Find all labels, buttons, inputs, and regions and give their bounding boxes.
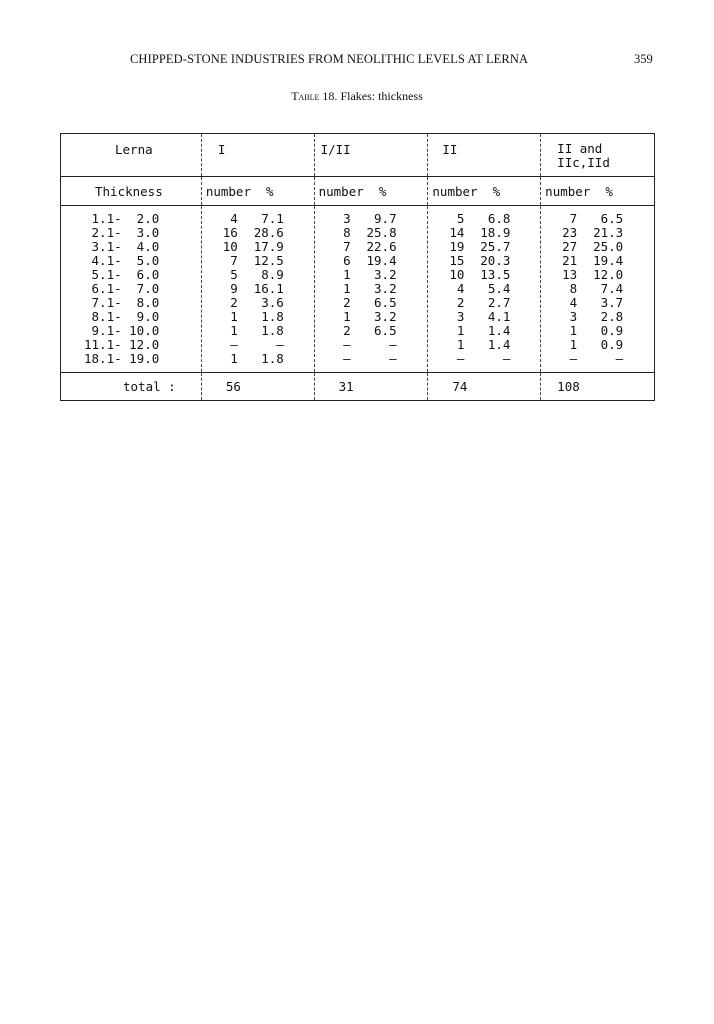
count-value: 1 xyxy=(569,337,578,352)
data-row xyxy=(436,212,540,226)
count-value: 1 xyxy=(343,281,351,296)
count-value: 6 xyxy=(343,253,351,268)
percent-value: 1.8 xyxy=(261,323,284,338)
data-row xyxy=(549,310,654,324)
thickness-range: 2.1- 3.0 xyxy=(84,225,160,240)
count-value: 10 xyxy=(449,267,465,282)
thickness-range: 7.1- 8.0 xyxy=(84,295,160,310)
count-value: 1 xyxy=(230,351,238,366)
page-number: 359 xyxy=(634,52,653,66)
data-row xyxy=(210,212,314,226)
percent-value: 7.1 xyxy=(261,211,284,226)
caption-label: Table 18. xyxy=(291,89,338,103)
sub-header: number % xyxy=(314,177,428,206)
data-row xyxy=(210,268,314,282)
count-value: 1 xyxy=(569,323,578,338)
percent-value: 6.5 xyxy=(600,211,624,226)
count-value: 21 xyxy=(562,253,578,268)
data-row xyxy=(210,240,314,254)
count-value: 5 xyxy=(230,267,238,282)
thickness-range: 4.1- 5.0 xyxy=(84,253,160,268)
percent-value: 28.6 xyxy=(253,225,284,240)
thickness-range: 11.1- 12.0 xyxy=(84,337,160,352)
count-value: 5 xyxy=(456,211,465,226)
percent-value: 3.2 xyxy=(374,267,397,282)
thickness-range: 1.1- 2.0 xyxy=(84,211,160,226)
percent-value: 4.1 xyxy=(487,309,511,324)
data-row xyxy=(323,338,428,352)
count-value: 3 xyxy=(343,211,351,226)
percent-value: 16.1 xyxy=(253,281,284,296)
percent-value: 19.4 xyxy=(593,253,624,268)
sub-header: number % xyxy=(428,177,541,206)
percent-value: 18.9 xyxy=(480,225,511,240)
data-row xyxy=(436,240,540,254)
data-row xyxy=(436,226,540,240)
percent-value: 3.7 xyxy=(600,295,624,310)
count-value: – xyxy=(230,337,238,352)
percent-value: 1.8 xyxy=(261,351,284,366)
data-row xyxy=(323,310,428,324)
percent-value: 2.7 xyxy=(487,295,511,310)
count-value: 23 xyxy=(562,225,578,240)
data-row xyxy=(436,324,540,338)
data-row xyxy=(210,324,314,338)
count-value: 4 xyxy=(456,281,465,296)
thickness-range: 8.1- 9.0 xyxy=(84,309,160,324)
table-caption xyxy=(0,89,714,104)
total-label: total : xyxy=(123,379,176,394)
data-row xyxy=(210,352,314,366)
total-value: 31 xyxy=(314,373,428,401)
count-value: 13 xyxy=(562,267,578,282)
count-value: 1 xyxy=(456,323,465,338)
count-value: 8 xyxy=(569,281,578,296)
count-value: 14 xyxy=(449,225,465,240)
count-value: 1 xyxy=(230,323,238,338)
percent-value: 2.8 xyxy=(600,309,624,324)
count-value: – xyxy=(343,351,351,366)
column-header: II and IIc,IId xyxy=(541,134,655,177)
data-row xyxy=(210,226,314,240)
count-value: 2 xyxy=(343,323,351,338)
count-value: 7 xyxy=(569,211,578,226)
data-row xyxy=(549,212,654,226)
data-row xyxy=(549,226,654,240)
total-row xyxy=(61,373,655,401)
count-value: 27 xyxy=(562,239,578,254)
percent-value: 1.4 xyxy=(487,337,511,352)
header-row xyxy=(61,134,655,177)
data-row xyxy=(549,296,654,310)
percent-value: – xyxy=(502,351,511,366)
percent-value: 6.5 xyxy=(374,295,397,310)
count-value: 10 xyxy=(222,239,238,254)
count-value: 15 xyxy=(449,253,465,268)
data-row xyxy=(323,226,428,240)
data-row xyxy=(436,296,540,310)
caption-text: Flakes: thickness xyxy=(337,89,423,103)
sub-header: number % xyxy=(201,177,314,206)
data-row xyxy=(436,352,540,366)
body-row xyxy=(61,206,655,373)
column-header: II xyxy=(428,134,541,177)
data-row xyxy=(323,212,428,226)
data-row xyxy=(210,282,314,296)
data-row xyxy=(323,352,428,366)
data-row xyxy=(549,352,654,366)
percent-value: 0.9 xyxy=(600,323,624,338)
total-value: 108 xyxy=(541,373,655,401)
percent-value: 0.9 xyxy=(600,337,624,352)
percent-value: 12.0 xyxy=(593,267,624,282)
data-row xyxy=(323,254,428,268)
count-value: 19 xyxy=(449,239,465,254)
percent-value: – xyxy=(615,351,624,366)
column-header: I xyxy=(201,134,314,177)
column-ii-and-iic-iid-values xyxy=(541,206,655,373)
data-row xyxy=(549,268,654,282)
count-value: 1 xyxy=(230,309,238,324)
column-i-ii-values xyxy=(314,206,428,373)
corner-header: Lerna xyxy=(61,134,202,177)
data-row xyxy=(436,338,540,352)
percent-value: 20.3 xyxy=(480,253,511,268)
count-value: 1 xyxy=(343,267,351,282)
count-value: 16 xyxy=(222,225,238,240)
percent-value: 5.4 xyxy=(487,281,511,296)
count-value: 2 xyxy=(343,295,351,310)
thickness-range: 18.1- 19.0 xyxy=(84,351,160,366)
percent-value: 3.6 xyxy=(261,295,284,310)
count-value: – xyxy=(456,351,465,366)
count-value: 1 xyxy=(343,309,351,324)
percent-value: 25.7 xyxy=(480,239,511,254)
percent-value: 12.5 xyxy=(253,253,284,268)
percent-value: 21.3 xyxy=(593,225,624,240)
percent-value: – xyxy=(276,337,284,352)
column-ii-values xyxy=(428,206,541,373)
data-row xyxy=(549,324,654,338)
data-row xyxy=(323,268,428,282)
count-value: 9 xyxy=(230,281,238,296)
percent-value: 22.6 xyxy=(366,239,397,254)
count-value: – xyxy=(343,337,351,352)
percent-value: 13.5 xyxy=(480,267,511,282)
row-header: Thickness xyxy=(61,177,202,206)
thickness-range: 9.1- 10.0 xyxy=(84,323,160,338)
data-row xyxy=(436,282,540,296)
thickness-range: 6.1- 7.0 xyxy=(84,281,160,296)
count-value: 2 xyxy=(230,295,238,310)
count-value: 2 xyxy=(456,295,465,310)
data-row xyxy=(323,324,428,338)
data-row xyxy=(323,282,428,296)
percent-value: 3.2 xyxy=(374,309,397,324)
flakes-thickness-table xyxy=(60,133,655,401)
percent-value: 1.8 xyxy=(261,309,284,324)
thickness-range: 3.1- 4.0 xyxy=(84,239,160,254)
percent-value: 1.4 xyxy=(487,323,511,338)
percent-value: 6.8 xyxy=(487,211,511,226)
data-row xyxy=(549,254,654,268)
percent-value: – xyxy=(389,351,397,366)
count-value: 4 xyxy=(230,211,238,226)
percent-value: 25.8 xyxy=(366,225,397,240)
data-row xyxy=(549,240,654,254)
count-value: 4 xyxy=(569,295,578,310)
count-value: – xyxy=(569,351,578,366)
data-row xyxy=(549,282,654,296)
percent-value: 3.2 xyxy=(374,281,397,296)
count-value: 3 xyxy=(456,309,465,324)
data-row xyxy=(210,296,314,310)
count-value: 8 xyxy=(343,225,351,240)
count-value: 3 xyxy=(569,309,578,324)
percent-value: 7.4 xyxy=(600,281,624,296)
percent-value: – xyxy=(389,337,397,352)
column-i-values xyxy=(201,206,314,373)
percent-value: 17.9 xyxy=(253,239,284,254)
percent-value: 19.4 xyxy=(366,253,397,268)
data-row xyxy=(436,268,540,282)
data-row xyxy=(210,254,314,268)
data-row xyxy=(323,240,428,254)
data-row xyxy=(436,254,540,268)
percent-value: 25.0 xyxy=(593,239,624,254)
total-value: 56 xyxy=(201,373,314,401)
thickness-ranges xyxy=(61,206,202,373)
percent-value: 6.5 xyxy=(374,323,397,338)
running-head: CHIPPED-STONE INDUSTRIES FROM NEOLITHIC LEVELS AT LERNA xyxy=(130,52,529,66)
column-header: I/II xyxy=(314,134,428,177)
count-value: 7 xyxy=(343,239,351,254)
data-row xyxy=(210,310,314,324)
sub-header: number % xyxy=(541,177,655,206)
count-value: 7 xyxy=(230,253,238,268)
total-value: 74 xyxy=(428,373,541,401)
thickness-range: 5.1- 6.0 xyxy=(84,267,160,282)
data-row xyxy=(210,338,314,352)
percent-value: 8.9 xyxy=(261,267,284,282)
data-row xyxy=(549,338,654,352)
data-row xyxy=(323,296,428,310)
subheader-row xyxy=(61,177,655,206)
count-value: 1 xyxy=(456,337,465,352)
data-row xyxy=(436,310,540,324)
percent-value: 9.7 xyxy=(374,211,397,226)
